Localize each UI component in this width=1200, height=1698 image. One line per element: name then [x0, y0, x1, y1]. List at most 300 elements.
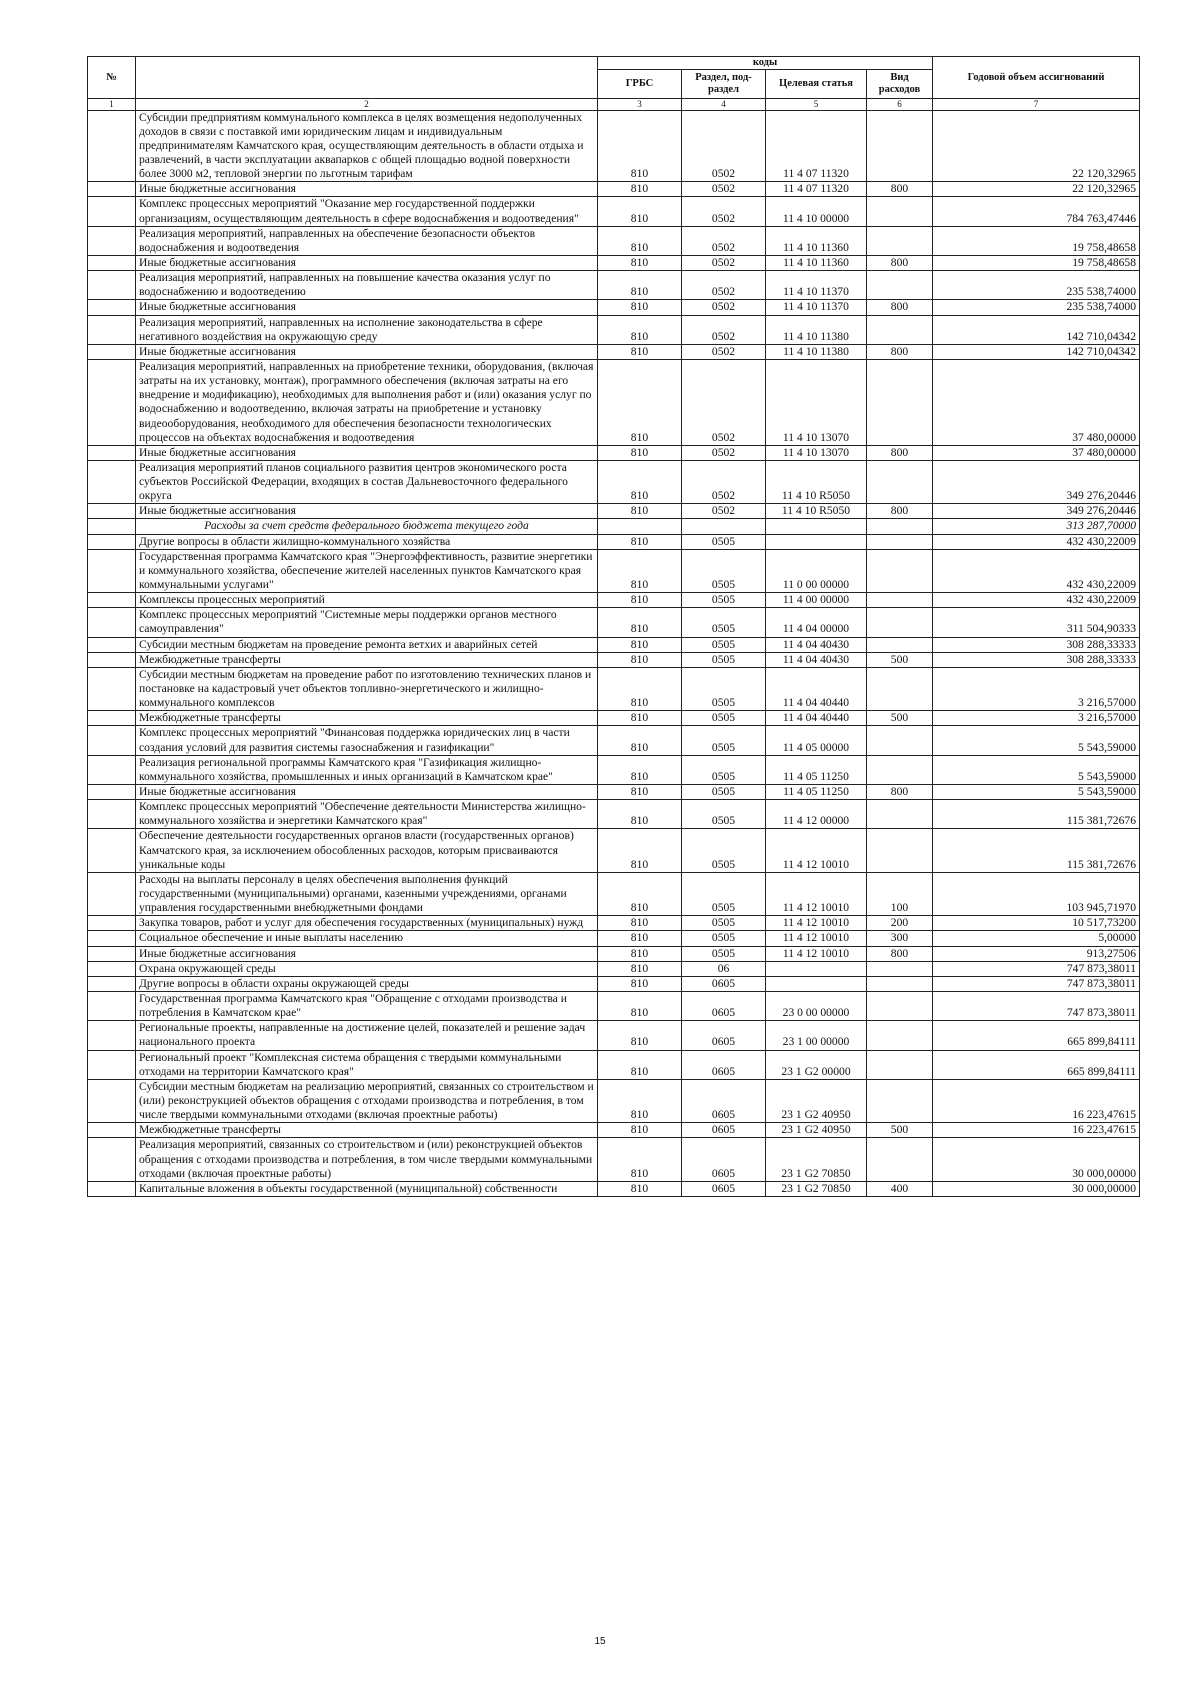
header-vr: Вид расходов [867, 69, 933, 98]
table-row [88, 1123, 1140, 1138]
section-code: 0505 [682, 652, 766, 667]
annual-amount: 235 538,74000 [933, 300, 1140, 315]
row-description: Расходы на выплаты персоналу в целях обеспечения выполнения функций государственными (муниципальными) органами, казенными учреждениями, органами управления государственными внебюджетными фондами [136, 872, 598, 915]
expense-type-code: 500 [867, 1123, 933, 1138]
annual-amount: 747 873,38011 [933, 961, 1140, 976]
row-number [88, 271, 136, 300]
table-row [88, 916, 1140, 931]
row-description: Комплекс процессных мероприятий "Оказание мер государственной поддержки организациям, осуществляющим деятельность в сфере водоснабжения и водоотведения" [136, 197, 598, 226]
table-row [88, 711, 1140, 726]
expense-type-code: 300 [867, 931, 933, 946]
row-description: Реализация мероприятий, направленных на исполнение законодательства в сфере негативного воздействия на окружающую среду [136, 315, 598, 344]
expense-type-code: 800 [867, 445, 933, 460]
expense-type-code: 800 [867, 504, 933, 519]
section-code: 0505 [682, 916, 766, 931]
annual-amount: 142 710,04342 [933, 315, 1140, 344]
section-code: 0605 [682, 991, 766, 1020]
row-number [88, 1181, 136, 1196]
section-code: 0502 [682, 197, 766, 226]
target-article-code: 11 4 04 40430 [766, 637, 867, 652]
header-name [136, 57, 598, 99]
grbs-code: 810 [598, 637, 682, 652]
section-code: 0605 [682, 1138, 766, 1181]
grbs-code: 810 [598, 976, 682, 991]
column-number: 2 [136, 98, 598, 110]
row-description: Субсидии местным бюджетам на проведение работ по изготовлению технических планов и постановке на кадастровый учет объектов топливно-энергетического и жилищно-коммунального комплексов [136, 667, 598, 710]
annual-amount: 142 710,04342 [933, 344, 1140, 359]
grbs-code: 810 [598, 829, 682, 872]
annual-amount: 3 216,57000 [933, 711, 1140, 726]
row-description: Капитальные вложения в объекты государственной (муниципальной) собственности [136, 1181, 598, 1196]
table-row [88, 829, 1140, 872]
expense-type-code [867, 667, 933, 710]
target-article-code [766, 519, 867, 534]
table-row [88, 991, 1140, 1020]
table-row [88, 271, 1140, 300]
table-row [88, 1050, 1140, 1079]
row-number [88, 359, 136, 445]
column-number: 3 [598, 98, 682, 110]
row-description: Региональные проекты, направленные на достижение целей, показателей и решение задач национального проекта [136, 1021, 598, 1050]
row-number [88, 445, 136, 460]
row-number [88, 110, 136, 182]
row-number [88, 1050, 136, 1079]
expense-type-code [867, 359, 933, 445]
section-code: 0505 [682, 946, 766, 961]
grbs-code: 810 [598, 1123, 682, 1138]
annual-amount: 747 873,38011 [933, 976, 1140, 991]
annual-amount: 349 276,20446 [933, 504, 1140, 519]
row-description: Государственная программа Камчатского края "Энергоэффективность, развитие энергетики и коммунального хозяйства, обеспечение жителей населенных пунктов Камчатского края коммунальными услугами" [136, 549, 598, 592]
expense-type-code [867, 1138, 933, 1181]
grbs-code: 810 [598, 608, 682, 637]
annual-amount: 115 381,72676 [933, 829, 1140, 872]
annual-amount: 37 480,00000 [933, 445, 1140, 460]
section-code: 0505 [682, 800, 766, 829]
target-article-code: 11 4 10 11360 [766, 255, 867, 270]
annual-amount: 16 223,47615 [933, 1123, 1140, 1138]
target-article-code [766, 961, 867, 976]
grbs-code: 810 [598, 946, 682, 961]
table-row [88, 534, 1140, 549]
annual-amount: 313 287,70000 [933, 519, 1140, 534]
row-number [88, 637, 136, 652]
grbs-code: 810 [598, 931, 682, 946]
section-code: 0502 [682, 344, 766, 359]
table-row [88, 445, 1140, 460]
table-header [88, 57, 1140, 99]
annual-amount: 22 120,32965 [933, 182, 1140, 197]
row-number [88, 519, 136, 534]
annual-amount: 30 000,00000 [933, 1181, 1140, 1196]
table-row [88, 300, 1140, 315]
annual-amount: 16 223,47615 [933, 1079, 1140, 1122]
target-article-code: 11 4 05 11250 [766, 785, 867, 800]
row-description: Субсидии местным бюджетам на проведение ремонта ветхих и аварийных сетей [136, 637, 598, 652]
expense-type-code [867, 1079, 933, 1122]
section-code: 0502 [682, 315, 766, 344]
expense-type-code: 800 [867, 255, 933, 270]
table-row [88, 344, 1140, 359]
row-description: Реализация мероприятий, связанных со строительством и (или) реконструкцией объектов обращения с отходами производства и потребления, в том числе твердыми коммунальными отходами (включая проектные работы) [136, 1138, 598, 1181]
section-code: 0505 [682, 829, 766, 872]
row-description: Иные бюджетные ассигнования [136, 504, 598, 519]
target-article-code: 23 0 00 00000 [766, 991, 867, 1020]
row-description: Иные бюджетные ассигнования [136, 445, 598, 460]
section-code: 0605 [682, 1123, 766, 1138]
expense-type-code [867, 315, 933, 344]
grbs-code: 810 [598, 593, 682, 608]
row-number [88, 300, 136, 315]
section-code: 0502 [682, 255, 766, 270]
target-article-code: 11 4 10 R5050 [766, 504, 867, 519]
grbs-code: 810 [598, 1079, 682, 1122]
annual-amount: 3 216,57000 [933, 667, 1140, 710]
expense-type-code: 500 [867, 652, 933, 667]
expense-type-code [867, 755, 933, 784]
header-rz: Раздел, под-раздел [682, 69, 766, 98]
table-row [88, 549, 1140, 592]
grbs-code: 810 [598, 961, 682, 976]
table-row [88, 460, 1140, 503]
grbs-code: 810 [598, 667, 682, 710]
grbs-code: 810 [598, 110, 682, 182]
annual-amount: 103 945,71970 [933, 872, 1140, 915]
grbs-code: 810 [598, 445, 682, 460]
row-description: Закупка товаров, работ и услуг для обеспечения государственных (муниципальных) нужд [136, 916, 598, 931]
row-description: Иные бюджетные ассигнования [136, 344, 598, 359]
row-number [88, 872, 136, 915]
row-description: Иные бюджетные ассигнования [136, 255, 598, 270]
section-code: 0502 [682, 110, 766, 182]
expense-type-code [867, 991, 933, 1020]
grbs-code: 810 [598, 916, 682, 931]
row-number [88, 652, 136, 667]
target-article-code: 11 4 12 10010 [766, 916, 867, 931]
page-number: 15 [594, 1636, 606, 1647]
row-description: Субсидии местным бюджетам на реализацию мероприятий, связанных со строительством и (или) реконструкцией объектов обращения с отходами производства и потребления, в том числе твердыми коммунальными отходами (включая проектные работы) [136, 1079, 598, 1122]
table-row [88, 504, 1140, 519]
table-row [88, 226, 1140, 255]
annual-amount: 5 543,59000 [933, 755, 1140, 784]
section-code: 0505 [682, 667, 766, 710]
row-description: Охрана окружающей среды [136, 961, 598, 976]
expense-type-code [867, 534, 933, 549]
target-article-code: 11 4 12 00000 [766, 800, 867, 829]
expense-type-code: 800 [867, 300, 933, 315]
row-description: Другие вопросы в области охраны окружающей среды [136, 976, 598, 991]
table-row [88, 1138, 1140, 1181]
expense-type-code [867, 961, 933, 976]
table-row [88, 931, 1140, 946]
section-code: 0502 [682, 182, 766, 197]
target-article-code: 11 4 10 R5050 [766, 460, 867, 503]
target-article-code: 23 1 G2 70850 [766, 1181, 867, 1196]
row-description: Межбюджетные трансферты [136, 711, 598, 726]
section-code: 0505 [682, 931, 766, 946]
row-description: Комплекс процессных мероприятий "Финансовая поддержка юридических лиц в части создания условий для развития системы газоснабжения и газификации" [136, 726, 598, 755]
column-number: 6 [867, 98, 933, 110]
row-description: Реализация мероприятий, направленных на приобретение техники, оборудования, (включая затраты на их установку, монтаж), программного обеспечения (включая затраты на его внедрение и модификацию), необходимых для выполнения работ и (или) оказания услуг по водоснабжению и водоотведению, включая затраты на приобретение и установку видеооборудования, необходимого для обеспечения безопасности технологических процессов на объектах водоснабжения и водоотведения [136, 359, 598, 445]
target-article-code: 23 1 G2 70850 [766, 1138, 867, 1181]
grbs-code: 810 [598, 1181, 682, 1196]
grbs-code: 810 [598, 504, 682, 519]
table-row [88, 785, 1140, 800]
row-number [88, 315, 136, 344]
target-article-code: 11 4 10 13070 [766, 359, 867, 445]
annual-amount: 19 758,48658 [933, 226, 1140, 255]
target-article-code: 11 4 12 10010 [766, 829, 867, 872]
expense-type-code: 800 [867, 344, 933, 359]
target-article-code: 11 4 05 00000 [766, 726, 867, 755]
target-article-code: 11 0 00 00000 [766, 549, 867, 592]
grbs-code: 810 [598, 755, 682, 784]
section-code: 0605 [682, 976, 766, 991]
row-number [88, 504, 136, 519]
table-row [88, 1021, 1140, 1050]
section-code: 0502 [682, 460, 766, 503]
section-code: 0605 [682, 1050, 766, 1079]
row-description: Государственная программа Камчатского края "Обращение с отходами производства и потребления в Камчатском крае" [136, 991, 598, 1020]
section-code: 0505 [682, 534, 766, 549]
table-row [88, 1079, 1140, 1122]
target-article-code: 23 1 G2 00000 [766, 1050, 867, 1079]
target-article-code: 11 4 04 40430 [766, 652, 867, 667]
row-description: Комплекс процессных мероприятий "Обеспечение деятельности Министерства жилищно-коммунального хозяйства и энергетики Камчатского края" [136, 800, 598, 829]
row-description: Иные бюджетные ассигнования [136, 785, 598, 800]
grbs-code: 810 [598, 549, 682, 592]
row-description: Межбюджетные трансферты [136, 652, 598, 667]
row-description: Реализация мероприятий, направленных на повышение качества оказания услуг по водоснабжению и водоотведению [136, 271, 598, 300]
grbs-code: 810 [598, 344, 682, 359]
table-row [88, 961, 1140, 976]
table-row [88, 872, 1140, 915]
section-code: 0505 [682, 593, 766, 608]
target-article-code: 11 4 12 10010 [766, 931, 867, 946]
section-code: 0502 [682, 271, 766, 300]
expense-type-code [867, 637, 933, 652]
table-row [88, 800, 1140, 829]
row-number [88, 946, 136, 961]
target-article-code: 11 4 07 11320 [766, 110, 867, 182]
annual-amount: 5 543,59000 [933, 726, 1140, 755]
expense-type-code [867, 593, 933, 608]
grbs-code: 810 [598, 1138, 682, 1181]
table-row [88, 946, 1140, 961]
target-article-code [766, 534, 867, 549]
annual-amount: 311 504,90333 [933, 608, 1140, 637]
row-number [88, 916, 136, 931]
grbs-code: 810 [598, 991, 682, 1020]
row-number [88, 593, 136, 608]
annual-amount: 665 899,84111 [933, 1050, 1140, 1079]
expense-type-code [867, 226, 933, 255]
grbs-code: 810 [598, 726, 682, 755]
expense-type-code [867, 1050, 933, 1079]
target-article-code: 23 1 G2 40950 [766, 1123, 867, 1138]
target-article-code: 11 4 05 11250 [766, 755, 867, 784]
row-number [88, 534, 136, 549]
grbs-code: 810 [598, 800, 682, 829]
expense-type-code [867, 460, 933, 503]
annual-amount: 19 758,48658 [933, 255, 1140, 270]
section-code: 0502 [682, 445, 766, 460]
header-codes: коды [598, 57, 933, 70]
annual-amount: 432 430,22009 [933, 549, 1140, 592]
expense-type-code [867, 549, 933, 592]
target-article-code: 23 1 00 00000 [766, 1021, 867, 1050]
expense-type-code [867, 976, 933, 991]
row-number [88, 608, 136, 637]
annual-amount: 747 873,38011 [933, 991, 1140, 1020]
grbs-code: 810 [598, 315, 682, 344]
table-row [88, 255, 1140, 270]
section-code: 0605 [682, 1079, 766, 1122]
grbs-code: 810 [598, 652, 682, 667]
annual-amount: 5,00000 [933, 931, 1140, 946]
section-code: 0605 [682, 1181, 766, 1196]
grbs-code: 810 [598, 1050, 682, 1079]
section-code: 06 [682, 961, 766, 976]
row-description: Обеспечение деятельности государственных органов власти (государственных органов) Камчатского края, за исключением обособленных расходов, которым присваиваются уникальные коды [136, 829, 598, 872]
table-row [88, 608, 1140, 637]
expense-type-code [867, 829, 933, 872]
column-number: 4 [682, 98, 766, 110]
annual-amount: 913,27506 [933, 946, 1140, 961]
annual-amount: 308 288,33333 [933, 652, 1140, 667]
expense-type-code: 200 [867, 916, 933, 931]
table-row [88, 726, 1140, 755]
grbs-code: 810 [598, 255, 682, 270]
row-description: Межбюджетные трансферты [136, 1123, 598, 1138]
section-code [682, 519, 766, 534]
expense-type-code: 800 [867, 785, 933, 800]
grbs-code: 810 [598, 271, 682, 300]
annual-amount: 432 430,22009 [933, 534, 1140, 549]
table-row [88, 976, 1140, 991]
row-number [88, 197, 136, 226]
row-description: Иные бюджетные ассигнования [136, 946, 598, 961]
row-description: Субсидии предприятиям коммунального комплекса в целях возмещения недополученных доходов в связи с поставкой ими юридическим лицам и индивидуальным предпринимателям Камчатского края, осуществляющим деятельность в области отдыха и развлечений, в части эксплуатации аквапарков с общей площадью водной поверхности более 3000 м2, тепловой энергии по льготным тарифам [136, 110, 598, 182]
grbs-code: 810 [598, 711, 682, 726]
target-article-code: 11 4 04 00000 [766, 608, 867, 637]
target-article-code: 11 4 12 10010 [766, 946, 867, 961]
table-row [88, 110, 1140, 182]
expense-type-code: 800 [867, 182, 933, 197]
grbs-code: 810 [598, 197, 682, 226]
row-number [88, 991, 136, 1020]
row-description: Расходы за счет средств федерального бюджета текущего года [136, 519, 598, 534]
section-code: 0505 [682, 549, 766, 592]
row-number [88, 226, 136, 255]
section-code: 0505 [682, 608, 766, 637]
target-article-code: 11 4 07 11320 [766, 182, 867, 197]
table-row [88, 652, 1140, 667]
table-row [88, 359, 1140, 445]
row-description: Реализация мероприятий планов социального развития центров экономического роста субъектов Российской Федерации, входящих в состав Дальневосточного федерального округа [136, 460, 598, 503]
row-description: Социальное обеспечение и иные выплаты населению [136, 931, 598, 946]
target-article-code: 11 4 10 13070 [766, 445, 867, 460]
annual-amount: 37 480,00000 [933, 359, 1140, 445]
budget-table [87, 56, 1140, 1197]
row-number [88, 829, 136, 872]
annual-amount: 22 120,32965 [933, 110, 1140, 182]
row-number [88, 800, 136, 829]
annual-amount: 308 288,33333 [933, 637, 1140, 652]
row-number [88, 961, 136, 976]
row-description: Региональный проект "Комплексная система обращения с твердыми коммунальными отходами на территории Камчатского края" [136, 1050, 598, 1079]
grbs-code: 810 [598, 359, 682, 445]
annual-amount: 349 276,20446 [933, 460, 1140, 503]
section-code: 0505 [682, 711, 766, 726]
expense-type-code [867, 726, 933, 755]
annual-amount: 665 899,84111 [933, 1021, 1140, 1050]
grbs-code: 810 [598, 226, 682, 255]
grbs-code [598, 519, 682, 534]
annual-amount: 115 381,72676 [933, 800, 1140, 829]
grbs-code: 810 [598, 300, 682, 315]
expense-type-code: 500 [867, 711, 933, 726]
expense-type-code [867, 608, 933, 637]
table-row [88, 197, 1140, 226]
annual-amount: 10 517,73200 [933, 916, 1140, 931]
target-article-code: 11 4 10 11380 [766, 315, 867, 344]
table-row [88, 315, 1140, 344]
column-number: 7 [933, 98, 1140, 110]
expense-type-code: 800 [867, 946, 933, 961]
section-code: 0605 [682, 1021, 766, 1050]
target-article-code: 11 4 10 11380 [766, 344, 867, 359]
target-article-code: 11 4 04 40440 [766, 667, 867, 710]
section-code: 0505 [682, 872, 766, 915]
section-code: 0502 [682, 359, 766, 445]
column-number: 1 [88, 98, 136, 110]
header-grbs: ГРБС [598, 69, 682, 98]
table-row [88, 593, 1140, 608]
grbs-code: 810 [598, 534, 682, 549]
table-row [88, 182, 1140, 197]
row-number [88, 182, 136, 197]
table-row [88, 755, 1140, 784]
expense-type-code [867, 110, 933, 182]
row-number [88, 1079, 136, 1122]
expense-type-code: 100 [867, 872, 933, 915]
header-cs: Целевая статья [766, 69, 867, 98]
expense-type-code [867, 1021, 933, 1050]
row-number [88, 549, 136, 592]
section-code: 0505 [682, 726, 766, 755]
annual-amount: 5 543,59000 [933, 785, 1140, 800]
table-row [88, 1181, 1140, 1196]
annual-amount: 432 430,22009 [933, 593, 1140, 608]
row-description: Реализация мероприятий, направленных на обеспечение безопасности объектов водоснабжения и водоотведения [136, 226, 598, 255]
row-number [88, 344, 136, 359]
grbs-code: 810 [598, 460, 682, 503]
row-description: Комплексы процессных мероприятий [136, 593, 598, 608]
section-code: 0502 [682, 226, 766, 255]
target-article-code: 11 4 10 11370 [766, 300, 867, 315]
table-body [88, 98, 1140, 1196]
target-article-code: 11 4 10 00000 [766, 197, 867, 226]
target-article-code: 11 4 12 10010 [766, 872, 867, 915]
row-number [88, 1138, 136, 1181]
table-row [88, 519, 1140, 534]
row-number [88, 1021, 136, 1050]
row-description: Иные бюджетные ассигнования [136, 300, 598, 315]
grbs-code: 810 [598, 1021, 682, 1050]
target-article-code: 11 4 10 11370 [766, 271, 867, 300]
column-number: 5 [766, 98, 867, 110]
